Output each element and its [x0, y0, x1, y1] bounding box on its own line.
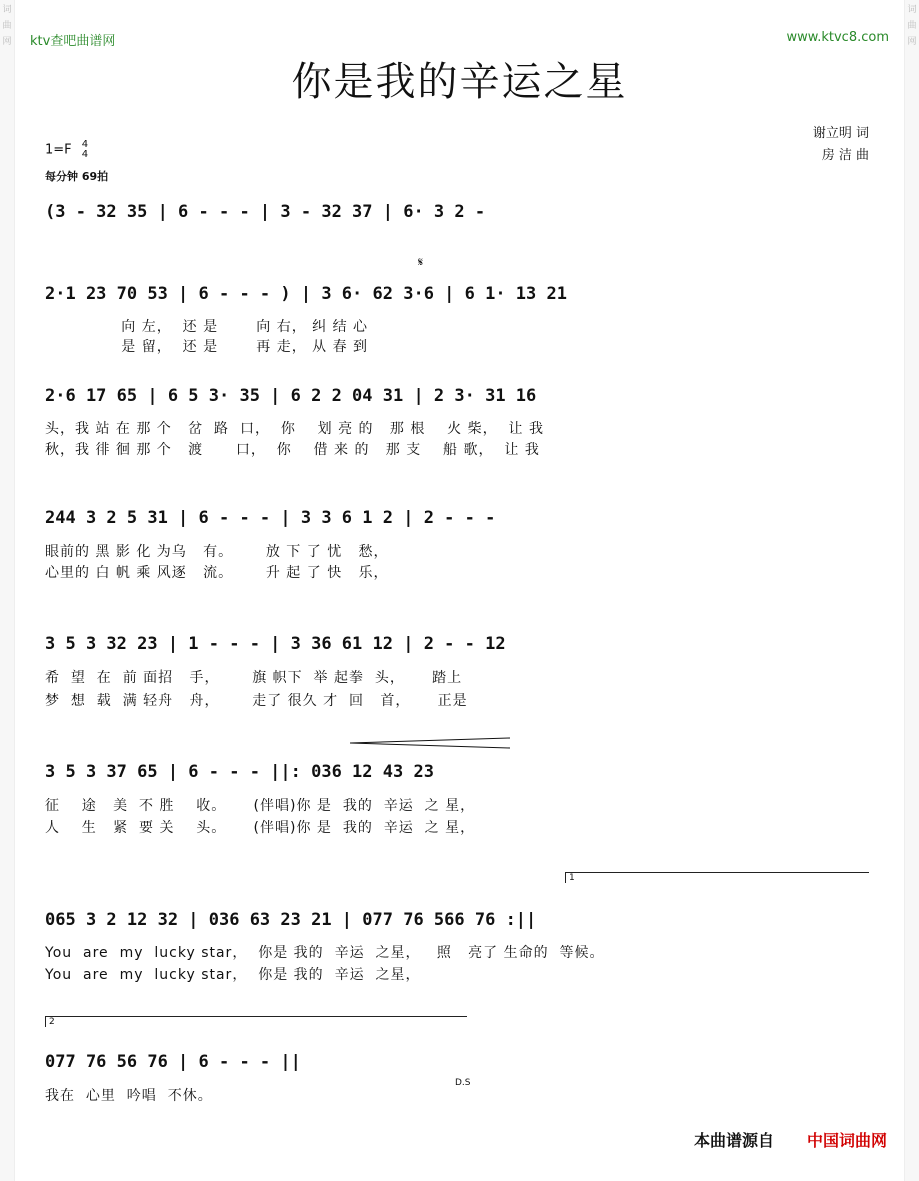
diminuendo-hairpin [350, 737, 510, 749]
notes: 3 5 3 37 65 | 6 - - - ||: 036 12 43 23 [45, 762, 434, 782]
lyric-line-1: 向 左， 还 是 向 右， 纠 结 心 [45, 319, 369, 335]
notes: 2·1 23 70 53 | 6 - - - ) | 3 6· 62 3·6 | 6 1· 13 21 [45, 284, 567, 304]
watermark-char: 词 [2, 5, 12, 15]
composer: 房 洁 曲 [821, 148, 869, 163]
watermark-char: 网 [2, 37, 12, 47]
lyricist: 谢立明 词 [812, 126, 869, 141]
notation-row [45, 274, 870, 314]
time-signature [82, 140, 88, 160]
key-signature [45, 140, 88, 160]
lyric-line-1: 眼前的 黑 影 化 为乌 有。 放 下 了 忧 愁， [45, 544, 389, 560]
volta-bracket-2: 2 [45, 1016, 467, 1027]
notation-row [45, 192, 870, 232]
notes: 065 3 2 12 32 | 036 63 23 21 | 077 76 566 76 :|| [45, 910, 537, 930]
lyric-line-1: 希 望 在 前 面招 手， 旗 帜下 举 起拳 头， 踏上 [45, 670, 463, 686]
notation-row [45, 624, 870, 664]
notes: 244 3 2 5 31 | 6 - - - | 3 3 6 1 2 | 2 - - - [45, 508, 496, 528]
watermark-char: 词 [907, 5, 917, 15]
lyric-line-2: 人 生 紧 要 关 头。 (伴唱)你 是 我的 辛运 之 星， [45, 820, 476, 836]
lyric-line-2: 秋，我 徘 徊 那 个 渡 口， 你 借 来 的 那 支 船 歌， 让 我 [45, 442, 540, 458]
lyric-line-1: 我在 心里 吟唱 不休。 [45, 1088, 213, 1104]
site-name-left[interactable]: ktv查吧曲谱网 [30, 34, 116, 49]
source-label: 本曲谱源自 [693, 1131, 774, 1150]
watermark-char: 曲 [2, 21, 12, 31]
left-watermark-strip [0, 0, 15, 1181]
notes: (3 - 32 35 | 6 - - - | 3 - 32 37 | 6· 3 2 - [45, 202, 486, 222]
lyric-line-2: 梦 想 载 满 轻舟 舟， 走了 很久 才 回 首， 正是 [45, 693, 468, 709]
time-sig-bottom: 4 [81, 149, 89, 160]
lyric-line-2: 心里的 白 帆 乘 风逐 流。 升 起 了 快 乐， [45, 565, 389, 581]
notes: 077 76 56 76 | 6 - - - || [45, 1052, 301, 1072]
notation-row [45, 1042, 870, 1082]
watermark-char: 网 [907, 37, 917, 47]
watermark-char: 曲 [907, 21, 917, 31]
lyric-line-1: 头，我 站 在 那 个 岔 路 口， 你 划 亮 的 那 根 火 柴， 让 我 [45, 421, 544, 437]
dal-segno-mark: D.S [455, 1078, 471, 1088]
segno-sign: 𝄋 [418, 255, 424, 269]
right-watermark-strip [904, 0, 919, 1181]
tempo: 每分钟 69拍 [45, 170, 109, 183]
notes: 2·6 17 65 | 6 5 3· 35 | 6 2 2 04 31 | 2 3· 31 16 [45, 386, 537, 406]
song-title: 你是我的辛运之星 [291, 59, 628, 105]
notation-row [45, 376, 870, 416]
lyric-line-1: 征 途 美 不 胜 收。 (伴唱)你 是 我的 辛运 之 星， [45, 798, 476, 814]
brand-link[interactable]: 中国词曲网 [806, 1131, 887, 1150]
volta-bracket-1: 1 [565, 872, 869, 883]
site-url-right[interactable]: www.ktvc8.com [786, 30, 889, 45]
lyric-line-2: 是 留， 还 是 再 走， 从 春 到 [45, 339, 369, 355]
lyric-line-2: You are my lucky star， 你是 我的 辛运 之星， [45, 967, 421, 983]
notes: 3 5 3 32 23 | 1 - - - | 3 36 61 12 | 2 - - 12 [45, 634, 506, 654]
notation-row [45, 900, 870, 940]
lyric-line-1: You are my lucky star， 你是 我的 辛运 之星， 照 亮了 生命的 等候。 [45, 945, 605, 961]
time-sig-top: 4 [81, 139, 89, 150]
key-label: 1=F [45, 142, 72, 158]
notation-row [45, 752, 870, 792]
notation-row [45, 498, 870, 538]
